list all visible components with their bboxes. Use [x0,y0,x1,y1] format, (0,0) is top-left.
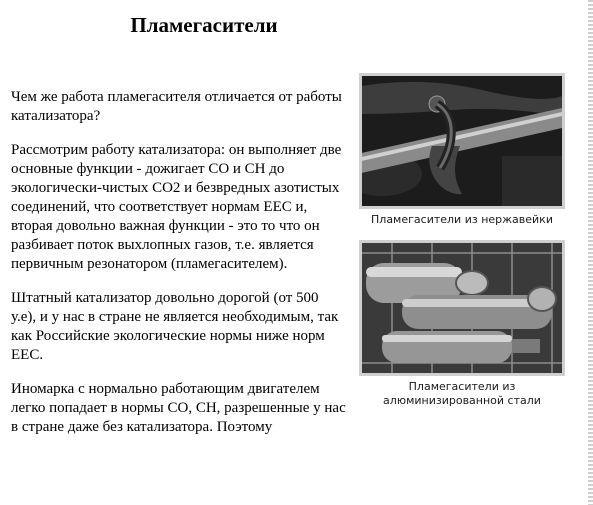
figure-aluminized-flame-arrestors [359,240,565,408]
page-title: Пламегасители [130,13,278,37]
article-paragraph: Чем же работа пламегасителя отличается от работы катализатора? [11,89,342,124]
figure-caption: Пламегасители из алюминизированной стали [383,380,541,407]
silencers-illustration [362,243,562,373]
frame-scroll-edge [588,0,593,505]
article-paragraph: Иномарка с нормально работающим двигателем легко попадает в нормы СО, СН, разрешенные у нас в стране даже без катализатора. Поэтому [11,381,346,435]
figure-caption: Пламегасители из нержавейки [371,213,553,226]
article-body [11,88,346,452]
article-paragraph: Штатный катализатор довольно дорогой (от 500 у.е), и у нас в стране не является необходимым, так как Российские экологические нормы ниже норм ЕЕС. [11,290,339,363]
photo-silencer-cans [359,240,565,376]
exhaust-pipe-illustration [362,76,562,206]
figure-stainless-flame-arrestors [359,73,565,227]
article-paragraph: Рассмотрим работу катализатора: он выполняет две основные функции - дожигает СО и СН до экологически-чистых СО2 и безвредных азотистых соединений, что соответствует нормам ЕЕС и, вторая довольно важная функции - это то что он разбивает поток выхлопных газов, т.е. является первичным резонатором (пламегасителем). [11,142,342,272]
photo-exhaust-under-car [359,73,565,209]
